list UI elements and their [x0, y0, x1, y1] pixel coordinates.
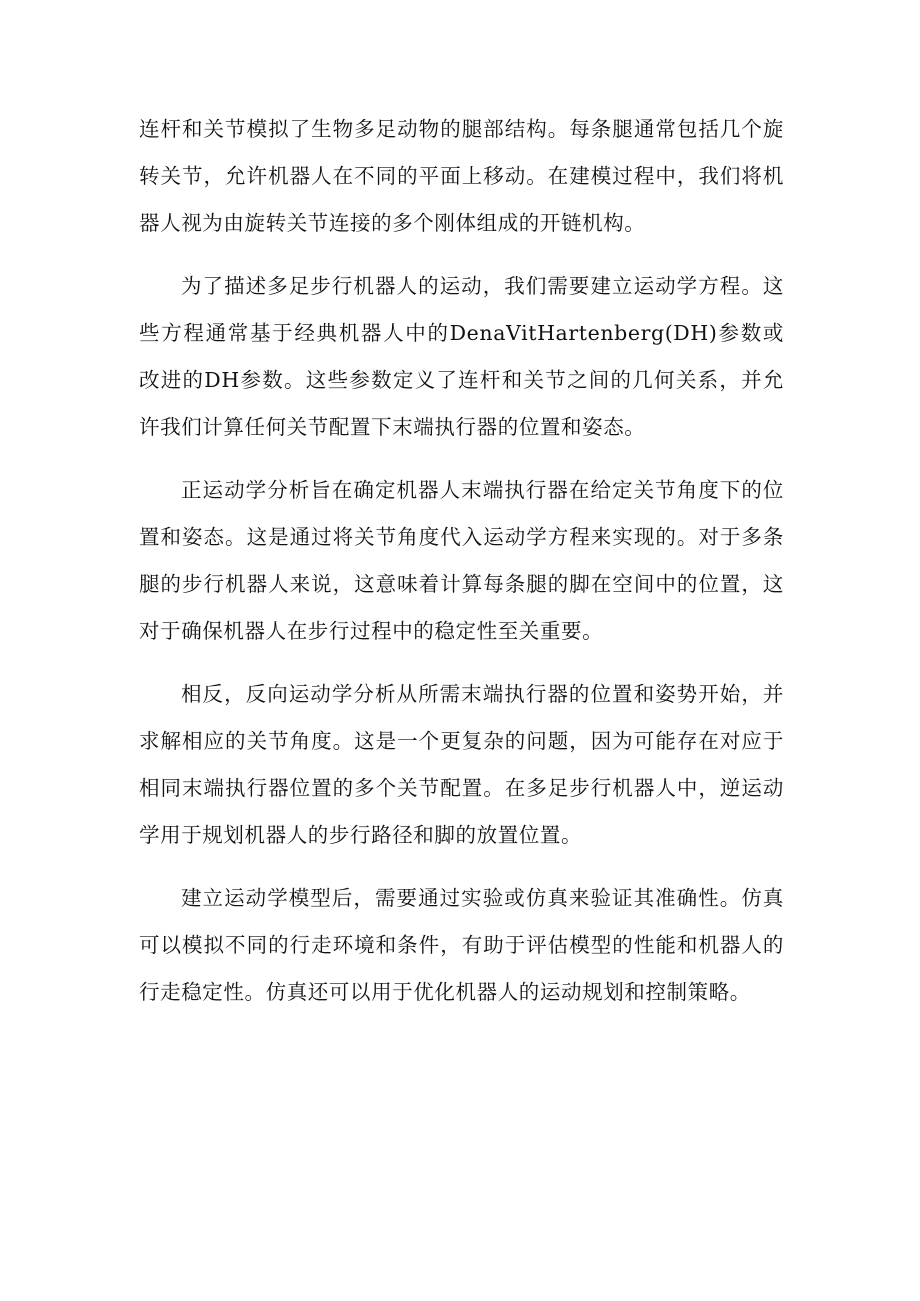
- document-body: [139, 106, 784, 1016]
- paragraph-links-and-joints: 连杆和关节模拟了生物多足动物的腿部结构。每条腿通常包括几个旋转关节，允许机器人在不同的平面上移动。在建模过程中，我们将机器人视为由旋转关节连接的多个刚体组成的开链机构。: [139, 117, 784, 235]
- paragraph-kinematic-equations: 为了描述多足步行机器人的运动，我们需要建立运动学方程。这些方程通常基于经典机器人中的DenaVitHartenberg(DH)参数或改进的DH参数。这些参数定义了连杆和关节之间的几何关系，并允许我们计算任何关节配置下末端执行器的位置和姿态。: [139, 274, 784, 439]
- paragraph-model-validation: 建立运动学模型后，需要通过实验或仿真来验证其准确性。仿真可以模拟不同的行走环境和条件，有助于评估模型的性能和机器人的行走稳定性。仿真还可以用于优化机器人的运动规划和控制策略。: [139, 886, 784, 1004]
- paragraph-inverse-kinematics: 相反，反向运动学分析从所需末端执行器的位置和姿势开始，并求解相应的关节角度。这是一个更复杂的问题，因为可能存在对应于相同末端执行器位置的多个关节配置。在多足步行机器人中，逆运动学用于规划机器人的步行路径和脚的放置位置。: [139, 682, 784, 847]
- paragraph-forward-kinematics: 正运动学分析旨在确定机器人末端执行器在给定关节角度下的位置和姿态。这是通过将关节角度代入运动学方程来实现的。对于多条腿的步行机器人来说，这意味着计算每条腿的脚在空间中的位置，这对于确保机器人在步行过程中的稳定性至关重要。: [139, 478, 784, 643]
